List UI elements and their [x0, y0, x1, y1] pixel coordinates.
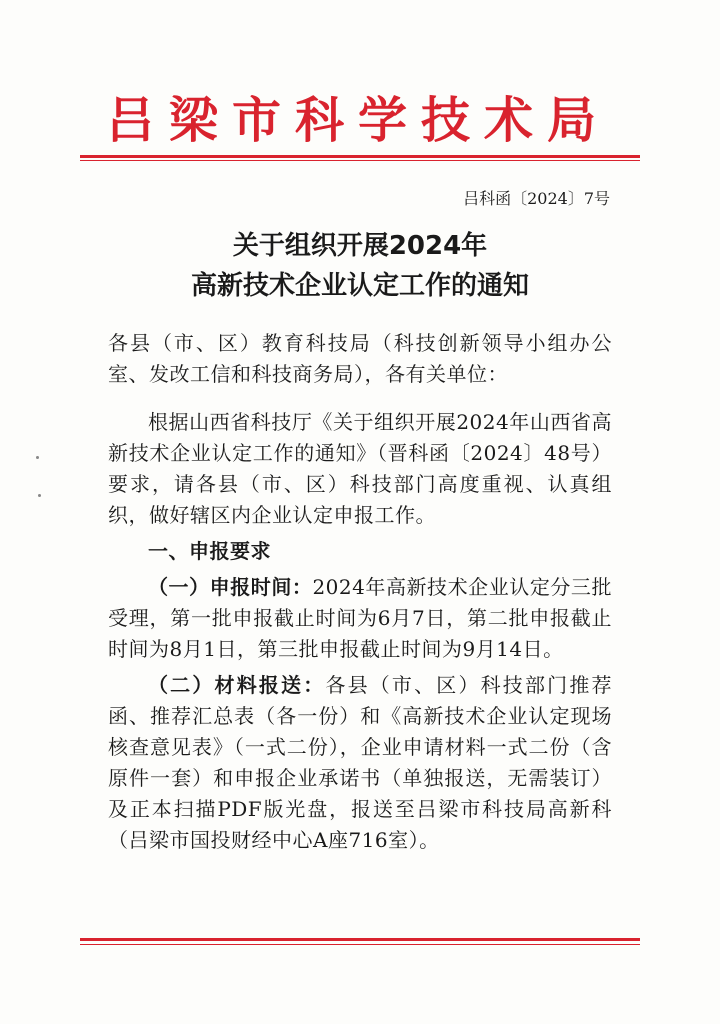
item-1-text: 2024年高新技术企业认定分三批受理，第一批申报截止时间为6月7日，第二批申报截止时间为8月1日，第三批申报截止时间为9月14日。	[108, 575, 612, 661]
masthead-red-rule	[80, 155, 640, 158]
item-2-label: （二）材料报送：	[148, 673, 326, 697]
document-body	[108, 328, 612, 856]
item-2-text: 各县（市、区）科技部门推荐函、推荐汇总表（各一份）和《高新技术企业认定现场核查意见表》（一式二份），企业申请材料一式二份（含原件一套）和申报企业承诺书（单独报送，无需装订）及正本扫描PDF版光盘，报送至吕梁市科技局高新科（吕梁市国投财经中心A座716室）。	[108, 673, 613, 852]
addressee: 各县（市、区）教育科技局（科技创新领导小组办公室、发改工信和科技商务局），各有关单位：	[108, 331, 612, 386]
item-1-label: （一）申报时间：	[148, 575, 313, 599]
footer-red-rule-thin	[80, 944, 640, 945]
item-2	[108, 670, 612, 856]
masthead-title: 吕梁市科学技术局	[105, 92, 610, 149]
document-number: 吕科函〔2024〕7号	[463, 189, 610, 208]
section-heading-1: 一、申报要求	[148, 539, 271, 563]
title-line-2: 高新技术企业认定工作的通知	[190, 271, 529, 301]
item-1	[108, 572, 612, 665]
masthead-red-rule-thin	[80, 160, 640, 161]
scan-speck	[38, 494, 41, 497]
scan-speck	[36, 456, 39, 459]
paragraph-1: 根据山西省科技厅《关于组织开展2024年山西省高新技术企业认定工作的通知》（晋科函〔2024〕48号）要求，请各县（市、区）科技部门高度重视、认真组织，做好辖区内企业认定申报工作。	[108, 410, 612, 527]
title-line-1: 关于组织开展2024年	[232, 231, 488, 261]
footer-red-rule	[80, 938, 640, 941]
